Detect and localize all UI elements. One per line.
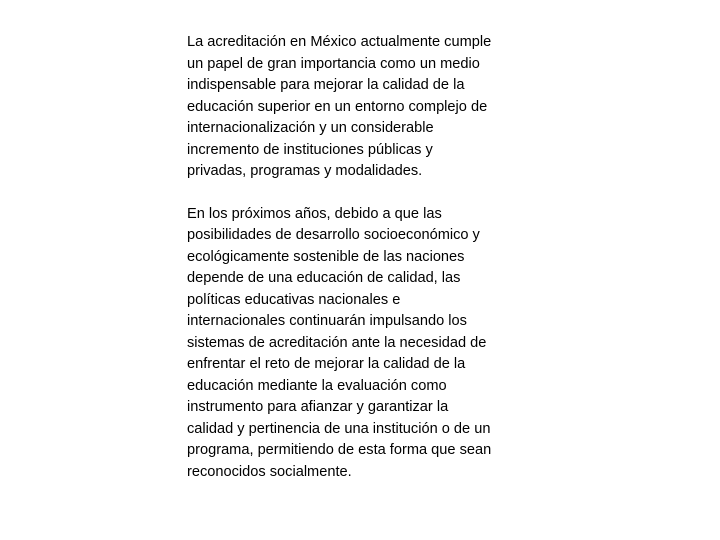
text-line: políticas educativas nacionales e	[187, 291, 401, 308]
text-line: internacionalización y un considerable	[187, 120, 434, 136]
text-line: educación superior en un entorno complejo de	[187, 98, 488, 115]
text-line: La acreditación en México actualmente cumple	[187, 34, 492, 50]
body-text	[187, 32, 539, 483]
text-line: educación mediante la evaluación como	[187, 377, 447, 394]
text-line: instrumento para afianzar y garantizar la	[187, 399, 449, 415]
text-line: ecológicamente sostenible de las naciones	[187, 248, 465, 265]
text-line: un papel de gran importancia como un medio	[187, 55, 480, 72]
text-line: posibilidades de desarrollo socioeconómico y	[187, 227, 480, 243]
text-line: sistemas de acreditación ante la necesidad de	[187, 334, 487, 351]
paragraph-accreditation-role	[187, 32, 539, 183]
text-line: enfrentar el reto de mejorar la calidad de la	[187, 356, 466, 372]
paragraph-future-outlook	[187, 204, 539, 484]
text-line: indispensable para mejorar la calidad de la	[187, 77, 465, 93]
text-line: reconocidos socialmente.	[187, 463, 352, 480]
text-line: privadas, programas y modalidades.	[187, 163, 423, 179]
text-line: En los próximos años, debido a que las	[187, 205, 442, 222]
text-line: calidad y pertinencia de una institución o de un	[187, 420, 491, 437]
text-line: depende de una educación de calidad, las	[187, 270, 461, 286]
text-line: programa, permitiendo de esta forma que sean	[187, 442, 492, 458]
text-line: incremento de instituciones públicas y	[187, 141, 433, 158]
text-line: internacionales continuarán impulsando los	[187, 313, 467, 329]
